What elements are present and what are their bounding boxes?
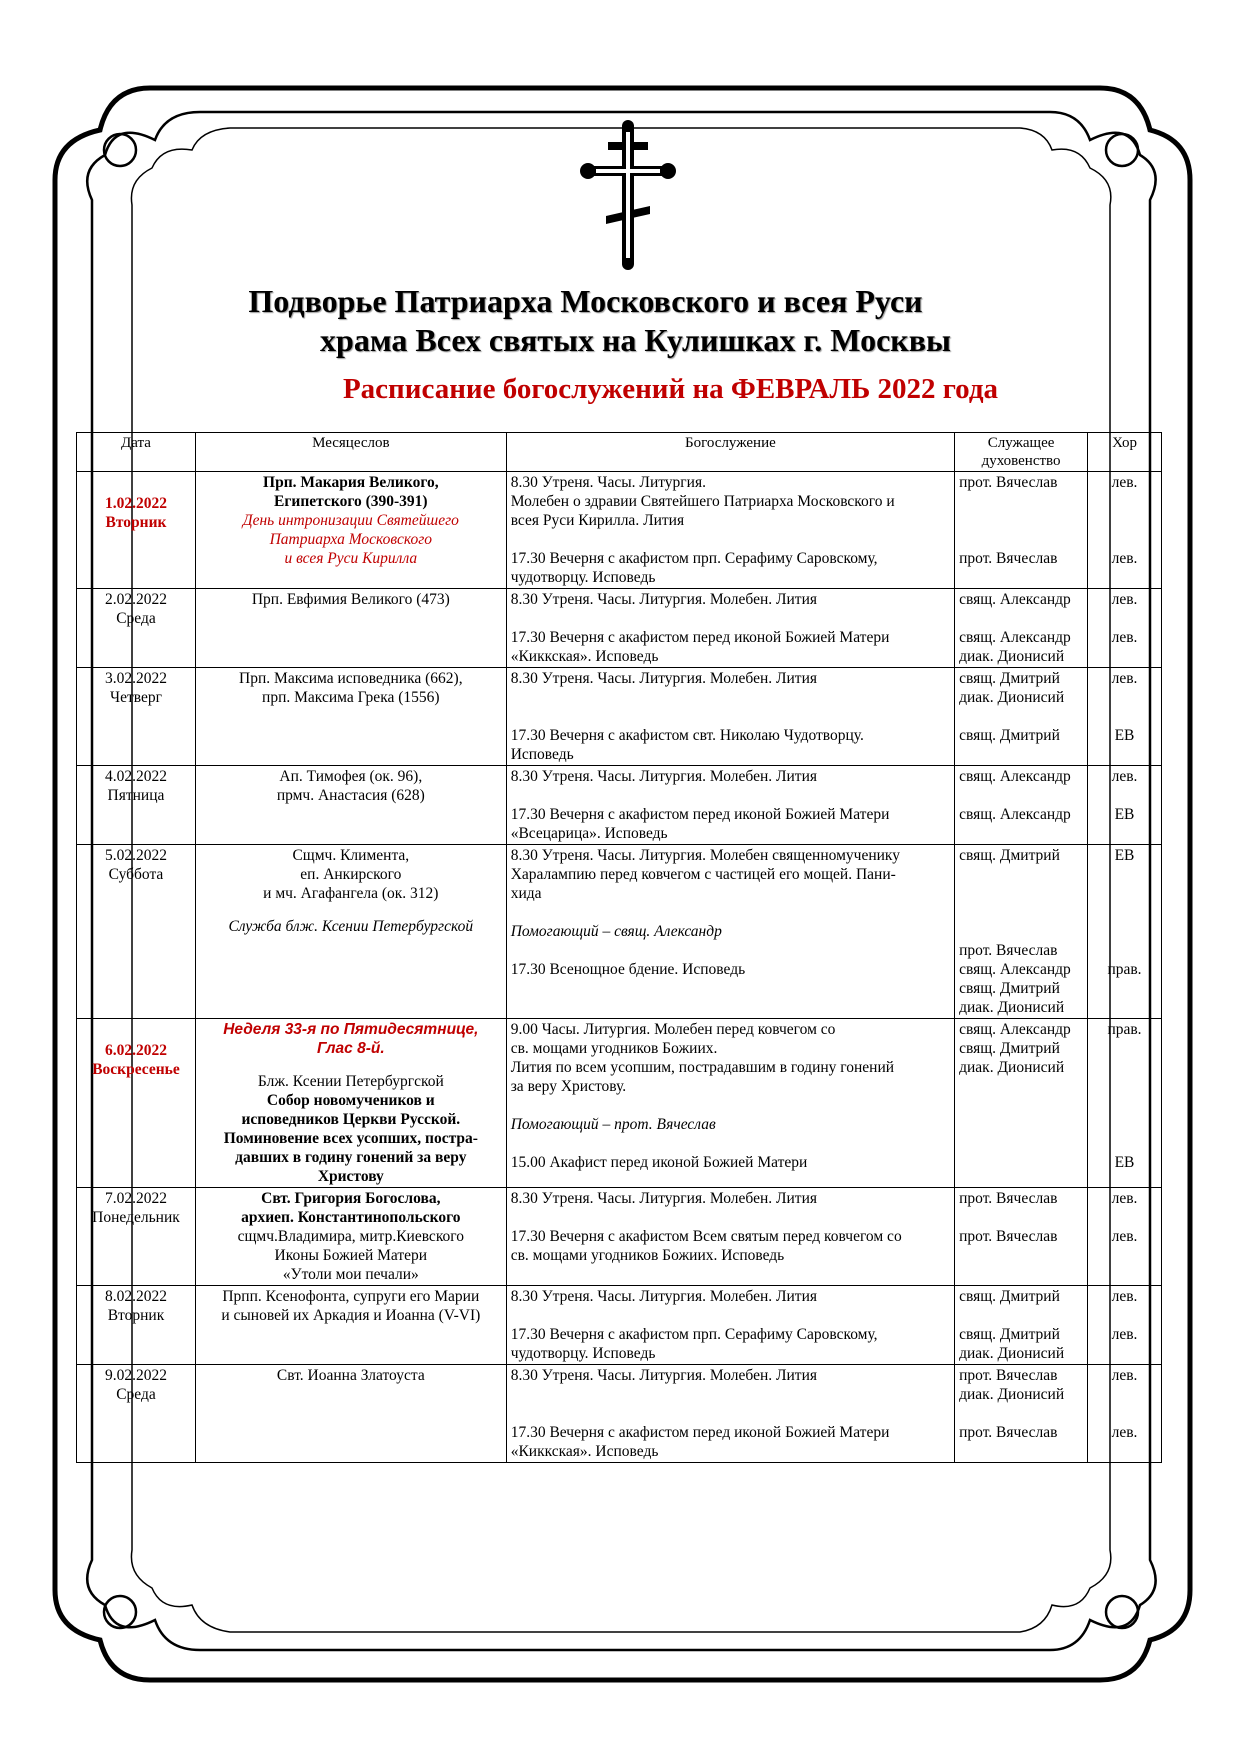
choir-cell-line: лев. (1111, 550, 1138, 567)
weekday: Вторник (105, 514, 167, 531)
saint-cell-line: Поминовение всех усопших, постра- (223, 1130, 478, 1147)
saint-cell-line: Служба блж. Ксении Петербургской (228, 918, 474, 935)
service-cell-line: «Всецарица». Исповедь (510, 825, 668, 842)
clergy-cell-line (959, 903, 1083, 922)
saint-cell (195, 1286, 506, 1365)
service-cell-line (511, 1404, 950, 1423)
saint-cell-line: День интронизации Святейшего (242, 512, 459, 529)
clergy-cell-line (959, 1306, 1083, 1325)
service-cell (506, 766, 954, 845)
choir-cell-line: лев. (1111, 1424, 1138, 1441)
table-row (77, 472, 1162, 589)
date-cell (77, 1019, 196, 1188)
date-cell (77, 1365, 196, 1463)
clergy-cell-line: диак. Дионисий (959, 999, 1065, 1016)
clergy-cell (955, 766, 1088, 845)
saint-cell-line: Христову (317, 1168, 384, 1185)
clergy-cell-line: прот. Вячеслав (959, 1367, 1058, 1384)
choir-cell-line (1092, 1115, 1157, 1134)
service-cell-line: «Киккская». Исповедь (510, 648, 659, 665)
saint-cell (195, 589, 506, 668)
service-cell (506, 1188, 954, 1286)
weekday: Четверг (110, 689, 162, 706)
saint-cell-line: Иконы Божией Матери (274, 1247, 428, 1264)
clergy-cell (955, 472, 1088, 589)
saint-cell-line: сщмч.Владимира, митр.Киевского (237, 1228, 465, 1245)
service-cell-line: 17.30 Вечерня с акафистом перед иконой Божией Матери (510, 629, 890, 646)
service-cell-line: Молебен о здравии Святейшего Патриарха Московского и (510, 493, 895, 510)
saint-cell-line: и всея Руси Кирилла (284, 550, 418, 567)
service-cell (506, 589, 954, 668)
service-cell-line: «Киккская». Исповедь (510, 1443, 659, 1460)
clergy-cell-line: свящ. Александр (959, 591, 1071, 608)
service-cell-line: Лития по всем усопшим, пострадавшим в годину гонений (510, 1059, 895, 1076)
date-value: 7.02.2022 (104, 1190, 167, 1207)
clergy-cell-line: диак. Дионисий (959, 1059, 1065, 1076)
choir-cell-line (1092, 922, 1157, 941)
clergy-cell-line (959, 707, 1083, 726)
saint-cell (195, 1365, 506, 1463)
table-header-row (77, 433, 1162, 472)
date-value: 3.02.2022 (104, 670, 167, 687)
choir-cell-line (1092, 1404, 1157, 1423)
choir-cell-line: лев. (1111, 1288, 1138, 1305)
choir-cell-line: лев. (1111, 629, 1138, 646)
service-cell-line (511, 530, 950, 549)
clergy-cell-line: диак. Дионисий (959, 1386, 1065, 1403)
saint-cell-line: прмч. Анастасия (628) (276, 787, 425, 804)
service-cell-line: 8.30 Утреня. Часы. Литургия. Молебен. Лития (510, 670, 818, 687)
saint-cell-line: Ап. Тимофея (ок. 96), (279, 768, 423, 785)
service-cell-line (511, 1306, 950, 1325)
table-row (77, 589, 1162, 668)
table-row (77, 1188, 1162, 1286)
service-cell-line: Харалампию перед ковчегом с частицей его мощей. Пани- (510, 866, 896, 883)
saint-cell (195, 668, 506, 766)
service-cell-line (511, 688, 950, 707)
service-cell-line: всея Руси Кирилла. Лития (510, 512, 685, 529)
service-cell (506, 1286, 954, 1365)
clergy-cell-line: диак. Дионисий (959, 1345, 1065, 1362)
clergy-cell-line: свящ. Александр (959, 629, 1071, 646)
choir-cell-line (1092, 492, 1157, 511)
choir-cell-line: ЕВ (1114, 806, 1135, 823)
choir-cell-line (1092, 1134, 1157, 1153)
date-cell (77, 1286, 196, 1365)
clergy-cell-line: свящ. Александр (959, 1021, 1071, 1038)
clergy-cell (955, 1286, 1088, 1365)
service-cell-line: 8.30 Утреня. Часы. Литургия. Молебен. Лития (510, 1288, 818, 1305)
saint-cell-line: архиеп. Константинопольского (241, 1209, 461, 1226)
saint-cell-line: Прп. Макария Великого, (263, 474, 439, 491)
saint-cell-line: прп. Максима Грека (1556) (262, 689, 440, 706)
choir-cell-line (1092, 1096, 1157, 1115)
choir-cell-line (1092, 530, 1157, 549)
service-cell-line: 17.30 Вечерня с акафистом прп. Серафиму Саровскому, (510, 1326, 878, 1343)
service-cell-line: Исповедь (510, 746, 574, 763)
choir-cell-line (1092, 707, 1157, 726)
service-cell (506, 1019, 954, 1188)
saint-cell-line: Блж. Ксении Петербургской (257, 1073, 444, 1090)
service-cell-line: чудотворцу. Исповедь (510, 569, 656, 586)
service-cell-line (511, 786, 950, 805)
saint-cell-line: исповедников Церкви Русской. (241, 1111, 461, 1128)
clergy-cell-line (959, 1404, 1083, 1423)
service-cell-line: Помогающий – свящ. Александр (510, 923, 722, 940)
service-cell-line: 17.30 Вечерня с акафистом Всем святым перед ковчегом со (510, 1228, 902, 1245)
clergy-cell-line: свящ. Дмитрий (959, 847, 1060, 864)
orthodox-cross-icon (578, 120, 678, 270)
choir-cell-line (1092, 1058, 1157, 1077)
clergy-cell-line: прот. Вячеслав (959, 942, 1058, 959)
saint-cell-line: Неделя 33-я по Пятидесятнице, (223, 1021, 479, 1038)
weekday: Понедельник (92, 1209, 180, 1226)
page-title-line1: Подворье Патриарха Московского и всея Руси (248, 283, 923, 319)
service-cell (506, 668, 954, 766)
date-value: 2.02.2022 (104, 591, 167, 608)
saint-cell-line: Собор новомучеников и (266, 1092, 435, 1109)
saint-cell-line: Прп. Евфимия Великого (473) (251, 591, 450, 608)
clergy-cell-line (959, 865, 1083, 884)
service-cell-line: 8.30 Утреня. Часы. Литургия. Молебен. Лития (510, 1367, 818, 1384)
clergy-cell-line: прот. Вячеслав (959, 1228, 1058, 1245)
clergy-cell-line: свящ. Александр (959, 768, 1071, 785)
service-cell-line: Помогающий – прот. Вячеслав (510, 1116, 716, 1133)
saint-cell (195, 1188, 506, 1286)
column-header-service: Богослужение (506, 433, 954, 472)
choir-cell-line (1092, 1077, 1157, 1096)
choir-cell-line: лев. (1111, 591, 1138, 608)
date-cell (77, 766, 196, 845)
weekday: Среда (116, 1386, 156, 1403)
choir-cell (1088, 1365, 1162, 1463)
clergy-cell-line: прот. Вячеслав (959, 550, 1058, 567)
clergy-cell-line (959, 786, 1083, 805)
schedule-title: Расписание богослужений на ФЕВРАЛЬ 2022 года (342, 373, 999, 405)
clergy-cell-line: свящ. Дмитрий (959, 980, 1060, 997)
choir-cell-line: лев. (1111, 768, 1138, 785)
clergy-cell-line: свящ. Дмитрий (959, 1288, 1060, 1305)
choir-cell-line (1092, 884, 1157, 903)
choir-cell-line (1092, 1208, 1157, 1227)
choir-cell-line: лев. (1111, 1190, 1138, 1207)
date-value: 5.02.2022 (104, 847, 167, 864)
choir-cell (1088, 589, 1162, 668)
service-cell-line (511, 609, 950, 628)
service-cell-line: 8.30 Утреня. Часы. Литургия. Молебен. Лития (510, 1190, 818, 1207)
saint-cell-line: Глас 8-й. (316, 1040, 385, 1057)
choir-cell-line: лев. (1111, 1228, 1138, 1245)
date-cell (77, 472, 196, 589)
service-cell-line: 17.30 Вечерня с акафистом прп. Серафиму Саровскому, (510, 550, 878, 567)
clergy-cell-line (959, 530, 1083, 549)
saint-cell (195, 472, 506, 589)
service-cell-line: 17.30 Вечерня с акафистом перед иконой Божией Матери (510, 1424, 890, 1441)
clergy-cell-line (959, 511, 1083, 530)
date-value: 8.02.2022 (104, 1288, 167, 1305)
saint-cell-line: давших в годину гонений за веру (235, 1149, 467, 1166)
table-row (77, 845, 1162, 1019)
service-cell (506, 472, 954, 589)
clergy-cell (955, 845, 1088, 1019)
choir-cell-line: ЕВ (1114, 1154, 1135, 1171)
choir-cell (1088, 472, 1162, 589)
service-cell-line: 8.30 Утреня. Часы. Литургия. Молебен священномученику (510, 847, 900, 864)
service-cell-line (511, 903, 950, 922)
saint-cell-line: «Утоли мои печали» (282, 1266, 419, 1283)
saint-cell-line: Сщмч. Климента, (292, 847, 410, 864)
clergy-cell-line: прот. Вячеслав (959, 1424, 1058, 1441)
column-header-choir: Хор (1088, 433, 1162, 472)
service-cell-line: за веру Христову. (510, 1078, 627, 1095)
table-row (77, 766, 1162, 845)
choir-cell (1088, 1286, 1162, 1365)
service-cell (506, 1365, 954, 1463)
choir-cell (1088, 845, 1162, 1019)
clergy-cell (955, 1019, 1088, 1188)
service-cell-line: 17.30 Вечерня с акафистом перед иконой Божией Матери (510, 806, 890, 823)
clergy-cell-line (959, 609, 1083, 628)
saint-cell-line: и сыновей их Аркадия и Иоанна (V-VI) (221, 1307, 481, 1324)
service-cell-line: 15.00 Акафист перед иконой Божией Матери (510, 1154, 808, 1171)
schedule-table (76, 432, 1162, 1463)
table-row (77, 1286, 1162, 1365)
weekday: Пятница (107, 787, 165, 804)
clergy-cell-line: свящ. Дмитрий (959, 727, 1060, 744)
service-cell-line: 17.30 Вечерня с акафистом свт. Николаю Чудотворцу. (510, 727, 864, 744)
choir-cell-line: ЕВ (1114, 727, 1135, 744)
service-cell-line: 8.30 Утреня. Часы. Литургия. Молебен. Лития (510, 768, 818, 785)
saint-cell (195, 845, 506, 1019)
weekday: Среда (116, 610, 156, 627)
clergy-cell-line: свящ. Дмитрий (959, 1040, 1060, 1057)
date-cell (77, 668, 196, 766)
service-cell-line: хида (510, 885, 542, 902)
clergy-cell-line: свящ. Дмитрий (959, 670, 1060, 687)
service-cell-line: 8.30 Утреня. Часы. Литургия. Молебен. Лития (510, 591, 818, 608)
service-cell-line: 8.30 Утреня. Часы. Литургия. (510, 474, 706, 491)
saint-cell (195, 1019, 506, 1188)
saint-cell-line: Египетского (390-391) (274, 493, 428, 510)
date-value: 4.02.2022 (104, 768, 167, 785)
clergy-cell-line: свящ. Александр (959, 961, 1071, 978)
date-cell (77, 845, 196, 1019)
clergy-cell-line: диак. Дионисий (959, 648, 1065, 665)
service-cell-line: св. мощами угодников Божиих. (510, 1040, 718, 1057)
clergy-cell (955, 668, 1088, 766)
service-cell-line: 17.30 Всенощное бдение. Исповедь (510, 961, 746, 978)
table-row (77, 1365, 1162, 1463)
choir-cell-line (1092, 1385, 1157, 1404)
choir-cell-line (1092, 786, 1157, 805)
clergy-cell-line: свящ. Александр (959, 806, 1071, 823)
service-cell-line (511, 707, 950, 726)
table-row (77, 1019, 1162, 1188)
service-cell-line (511, 1134, 950, 1153)
clergy-cell-line (959, 922, 1083, 941)
service-cell-line (511, 1208, 950, 1227)
weekday: Воскресенье (92, 1061, 180, 1078)
service-cell-line (511, 1385, 950, 1404)
service-cell-line (511, 941, 950, 960)
choir-cell (1088, 766, 1162, 845)
choir-cell-line (1092, 1039, 1157, 1058)
weekday: Вторник (107, 1307, 165, 1324)
saint-cell-line: Прпп. Ксенофонта, супруги его Марии (222, 1288, 480, 1305)
saint-cell-line: еп. Анкирского (300, 866, 402, 883)
choir-cell-line (1092, 609, 1157, 628)
clergy-cell-line: свящ. Дмитрий (959, 1326, 1060, 1343)
choir-cell-line: лев. (1111, 1367, 1138, 1384)
choir-cell-line (1092, 865, 1157, 884)
table-row (77, 668, 1162, 766)
choir-cell (1088, 1019, 1162, 1188)
clergy-cell (955, 589, 1088, 668)
choir-cell-line (1092, 941, 1157, 960)
choir-cell-line (1092, 1306, 1157, 1325)
date-cell (77, 1188, 196, 1286)
date-value: 6.02.2022 (104, 1042, 167, 1059)
service-cell-line: 9.00 Часы. Литургия. Молебен перед ковчегом со (510, 1021, 836, 1038)
date-cell (77, 589, 196, 668)
page-title-line2: храма Всех святых на Кулишках г. Москвы (320, 322, 951, 358)
service-cell-line: чудотворцу. Исповедь (510, 1345, 656, 1362)
clergy-cell-line: прот. Вячеслав (959, 1190, 1058, 1207)
clergy-cell (955, 1188, 1088, 1286)
service-cell-line: св. мощами угодников Божиих. Исповедь (510, 1247, 785, 1264)
choir-cell-line: прав. (1107, 961, 1142, 978)
saint-cell-line: Прп. Максима исповедника (662), (239, 670, 463, 687)
choir-cell-line: ЕВ (1114, 847, 1135, 864)
choir-cell (1088, 1188, 1162, 1286)
date-value: 9.02.2022 (104, 1367, 167, 1384)
saint-cell (195, 766, 506, 845)
saint-cell-line: Патриарха Московского (269, 531, 433, 548)
clergy-cell-line: диак. Дионисий (959, 689, 1065, 706)
choir-cell (1088, 668, 1162, 766)
choir-cell-line: прав. (1107, 1021, 1142, 1038)
saint-cell-line: и мч. Агафангела (ок. 312) (263, 885, 439, 902)
clergy-cell (955, 1365, 1088, 1463)
column-header-date: Дата (77, 433, 196, 472)
choir-cell-line: лев. (1111, 670, 1138, 687)
choir-cell-line (1092, 688, 1157, 707)
weekday: Суббота (108, 866, 164, 883)
clergy-cell-line: прот. Вячеслав (959, 474, 1058, 491)
column-header-saint: Месяцеслов (195, 433, 506, 472)
choir-cell-line (1092, 511, 1157, 530)
service-cell (506, 845, 954, 1019)
saint-cell-line: Свт. Григория Богослова, (261, 1190, 441, 1207)
date-value: 1.02.2022 (104, 495, 167, 512)
choir-cell-line: лев. (1111, 474, 1138, 491)
choir-cell-line: лев. (1111, 1326, 1138, 1343)
choir-cell-line (1092, 903, 1157, 922)
clergy-cell-line (959, 492, 1083, 511)
service-cell-line (511, 1096, 950, 1115)
clergy-cell-line (959, 884, 1083, 903)
saint-cell-line: Свт. Иоанна Златоуста (276, 1367, 425, 1384)
clergy-cell-line (959, 1208, 1083, 1227)
schedule-rows (77, 472, 1162, 1463)
column-header-clergy: Служащее духовенство (955, 433, 1088, 472)
